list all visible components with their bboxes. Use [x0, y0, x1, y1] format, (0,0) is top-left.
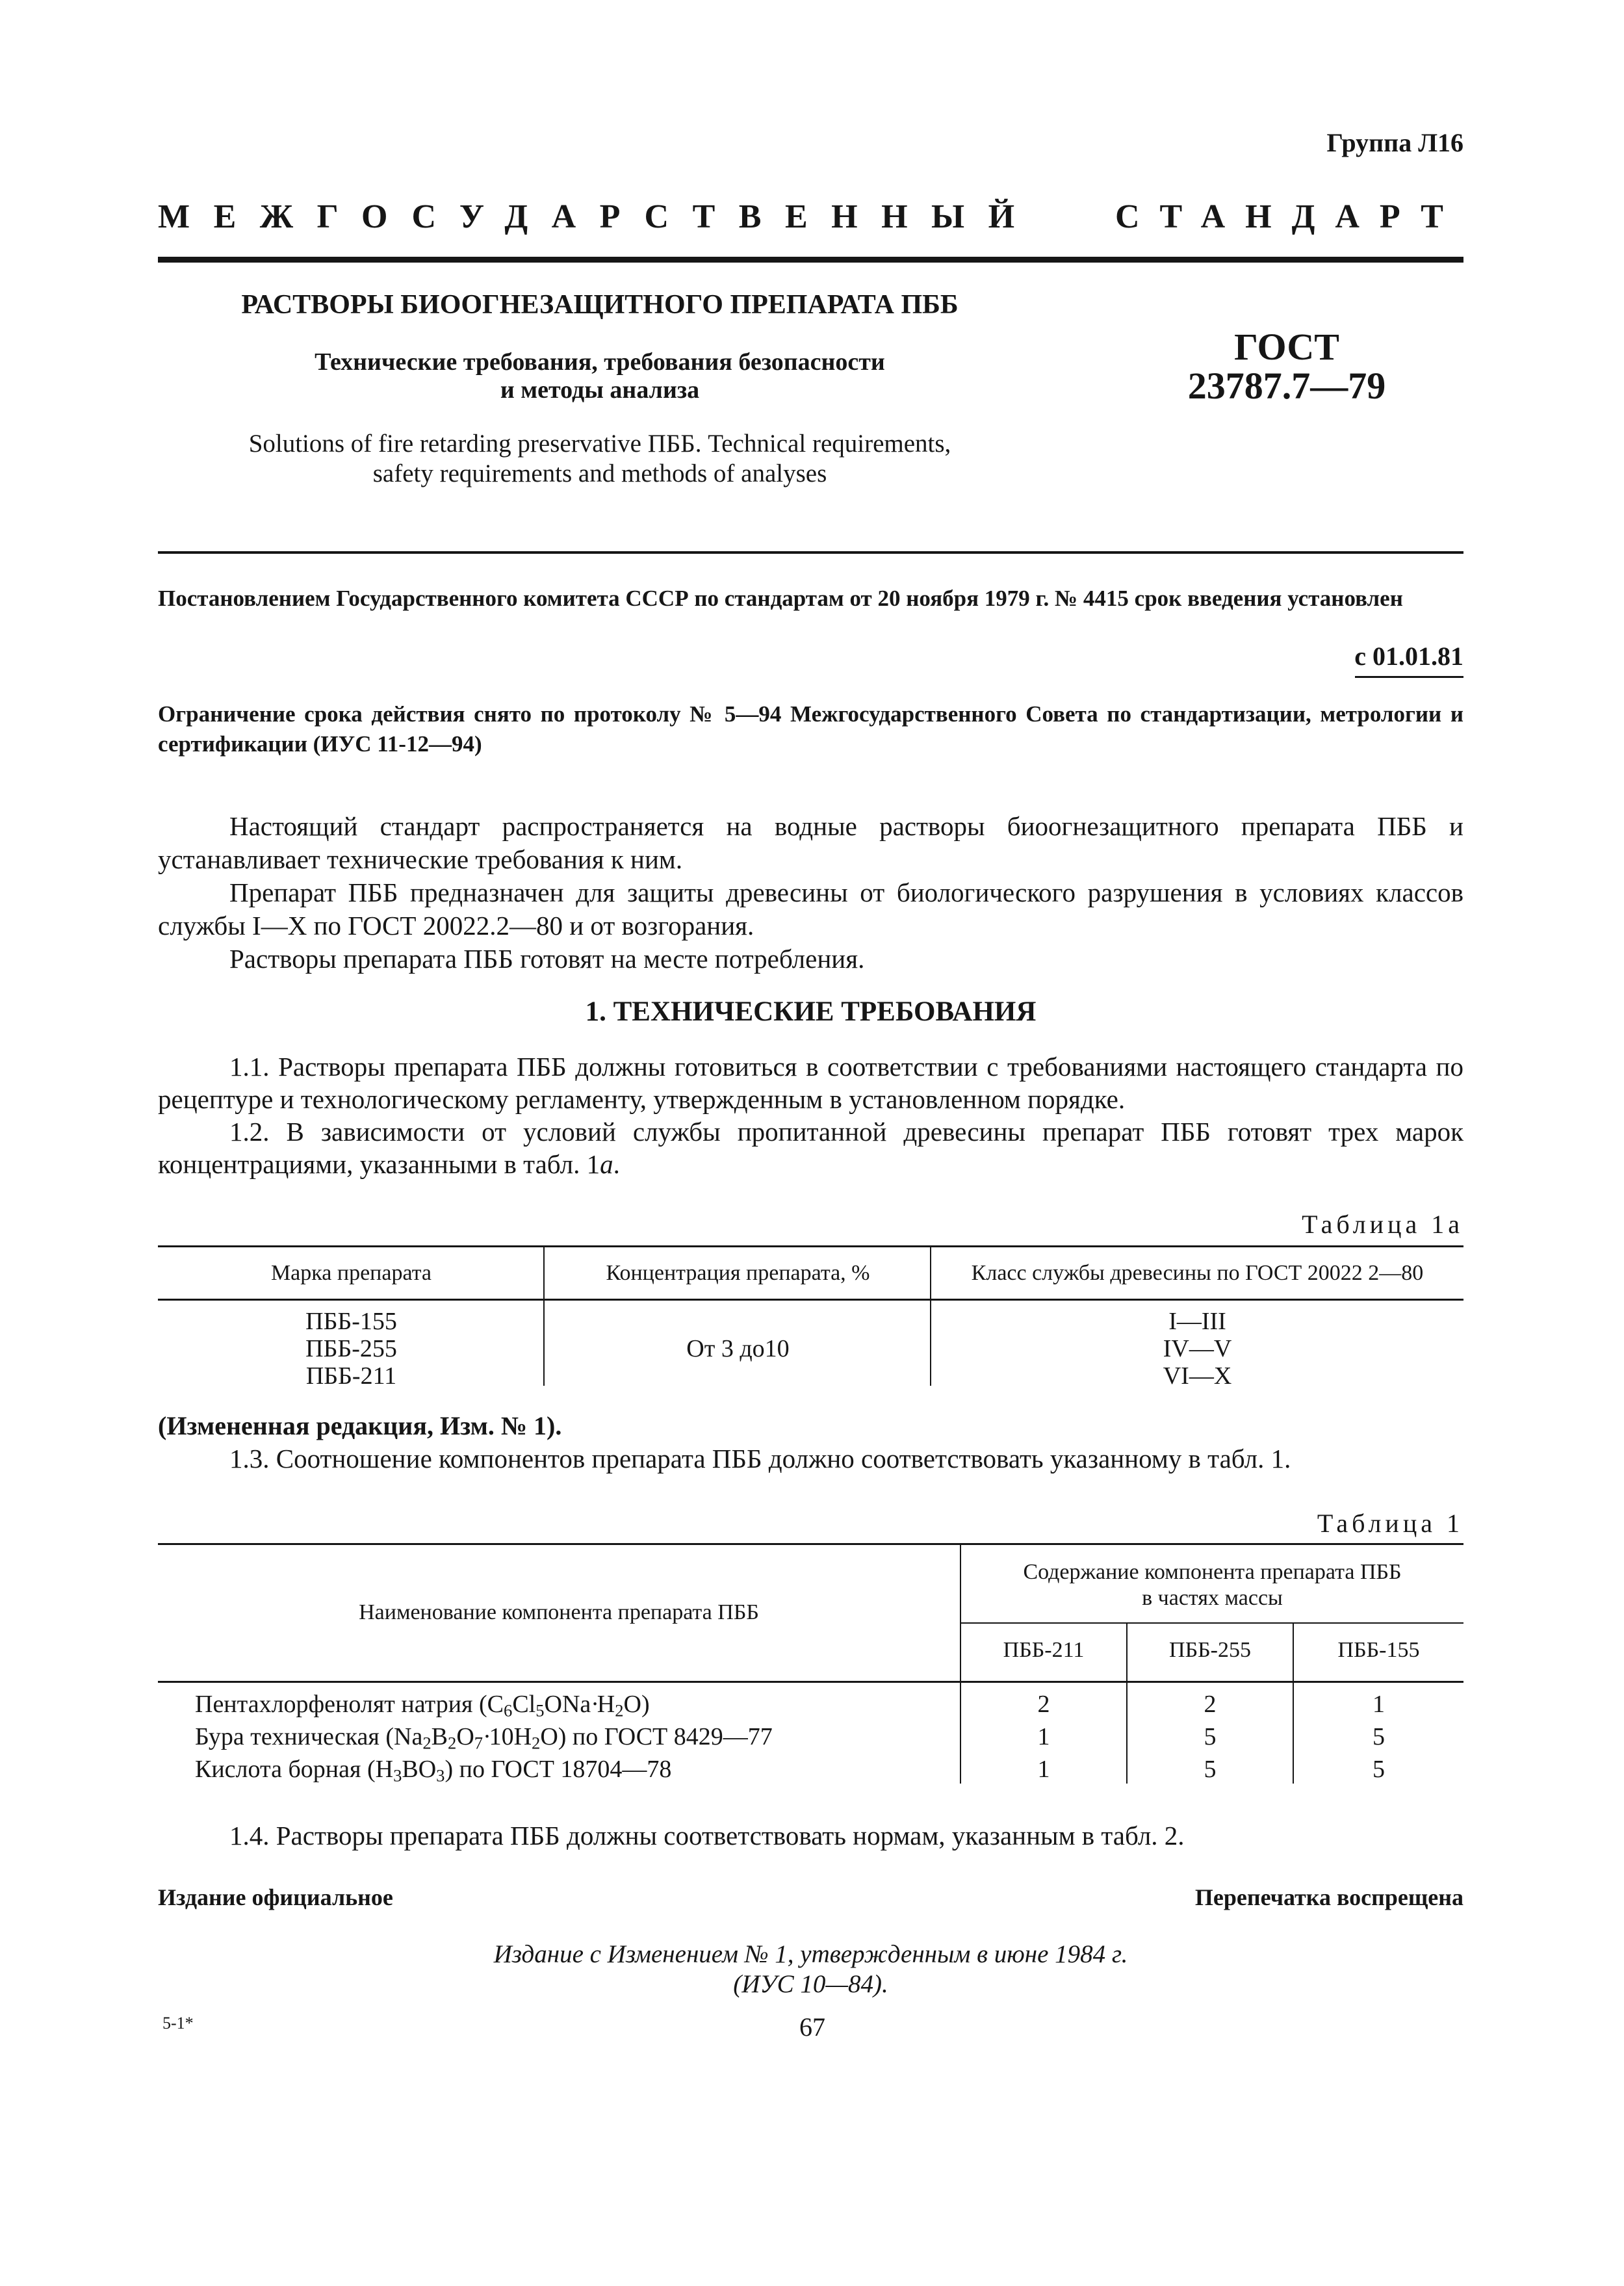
table-1a-top-rule: [158, 1245, 1463, 1247]
table-1a-header-concentration: Концентрация препарата, %: [606, 1261, 870, 1285]
table-1-row-3-value-211: 1: [1037, 1756, 1050, 1783]
table-1-row-2-name: Бура техническая $(Na_2B_2O_7\cdot 10H_2O)$ по ГОСТ 8429—77: [195, 1723, 773, 1753]
english-title-line2: safety requirements and methods of analyses: [372, 460, 827, 487]
table-1a-header-rule: [158, 1299, 1463, 1301]
table-1a-concentration: От 3 до10: [686, 1335, 790, 1362]
table-1-row-3-value-255: 5: [1204, 1756, 1217, 1783]
sheet-mark: 5-1*: [162, 2014, 194, 2033]
paragraph-1-2: 1.2. В зависимости от условий службы пропитанной древесины препарат ПББ готовят трех марок концентрациями, указанными в табл. 1а.: [158, 1117, 1463, 1179]
footer-reprint-prohibited: Перепечатка воспрещена: [1194, 1884, 1463, 1910]
table-1-subheader-rule: [961, 1622, 1463, 1624]
table-1a-header-mark: Марка препарата: [270, 1261, 432, 1285]
edition-note-line2: (ИУС 10—84).: [733, 1970, 888, 1998]
section-heading: 1. ТЕХНИЧЕСКИЕ ТРЕБОВАНИЯ: [585, 996, 1037, 1027]
intro-paragraph-3: Растворы препарата ПББ готовят на месте потребления.: [229, 944, 865, 974]
table-1-row-2-value-255: 5: [1204, 1723, 1217, 1750]
table-1-content-header-line2: в частях массы: [1142, 1586, 1283, 1610]
intro-paragraph-2: Препарат ПББ предназначен для защиты древесины от биологического разрушения в условиях классов службы I—X по ГОСТ 20022.2—80 и от возгорания.: [158, 877, 1463, 941]
table-1-subheader-255: ПББ-255: [1169, 1638, 1251, 1662]
decree-text: Постановлением Государственного комитета СССР по стандартам от 20 ноября 1979 г. № 4415 срок введения установлен: [158, 586, 1403, 611]
paragraph-1-1: 1.1. Растворы препарата ПББ должны готовиться в соответствии с требованиями настоящего стандарта по рецептуре и технологическому регламенту, утвержденным в установленном порядке.: [158, 1052, 1463, 1114]
standard-type-right: СТАНДАРТ: [1115, 198, 1463, 235]
table-1a-mark-3: ПББ-211: [305, 1362, 397, 1390]
table-1a-class-1: I—III: [1168, 1308, 1226, 1335]
table-1-row-1-value-211: 2: [1037, 1691, 1050, 1718]
table-1-row-1-value-255: 2: [1204, 1691, 1217, 1718]
document-subtitle-line1: Технические требования, требования безопасности: [315, 348, 885, 376]
paragraph-1-3: 1.3. Соотношение компонентов препарата ПББ должно соответствовать указанному в табл. 1.: [229, 1444, 1291, 1474]
footer-official-edition: Издание официальное: [158, 1884, 393, 1910]
header-rule: [158, 257, 1463, 263]
table-1a-class-3: VI—X: [1163, 1362, 1232, 1390]
decree-date: с 01.01.81: [1354, 642, 1463, 671]
gost-label: ГОСТ: [1234, 326, 1339, 368]
table-1-caption: Таблица 1: [1317, 1509, 1463, 1538]
table-1-subheader-155: ПББ-155: [1337, 1638, 1420, 1662]
standard-type-left: МЕЖГОСУДАРСТВЕННЫЙ: [158, 198, 1038, 235]
table-1a-caption: Таблица 1а: [1302, 1210, 1463, 1239]
table-1-subheader-211: ПББ-211: [1003, 1638, 1085, 1662]
intro-paragraph-1: Настоящий стандарт распространяется на водные растворы биоогнезащитного препарата ПББ и устанавливает технические требования к ним.: [158, 811, 1463, 874]
document-subtitle-line2: и методы анализа: [500, 376, 700, 404]
amendment-note: (Измененная редакция, Изм. № 1).: [158, 1411, 562, 1440]
limitation-text: Ограничение срока действия снято по протоколу № 5—94 Межгосударственного Совета по стандартизации, метрологии и сертификации (ИУС 11-12—94): [158, 701, 1463, 757]
table-1a-header-class: Класс службы древесины по ГОСТ 20022 2—80: [971, 1261, 1424, 1285]
table-1-row-3-name: Кислота борная $(H_3BO_3)$ по ГОСТ 18704—78: [195, 1756, 672, 1786]
table-1-name-header: Наименование компонента препарата ПББ: [359, 1600, 759, 1624]
table-1-row-2-value-211: 1: [1037, 1723, 1050, 1750]
table-1-content-header-line1: Содержание компонента препарата ПББ: [1023, 1560, 1402, 1584]
gost-number: 23787.7—79: [1187, 365, 1386, 407]
table-1-row-2-value-155: 5: [1373, 1723, 1385, 1750]
group-label: Группа Л16: [1326, 128, 1463, 157]
table-1-header-rule: [158, 1681, 1463, 1683]
paragraph-1-4: 1.4. Растворы препарата ПББ должны соответствовать нормам, указанным в табл. 2.: [229, 1821, 1185, 1851]
document-title: РАСТВОРЫ БИООГНЕЗАЩИТНОГО ПРЕПАРАТА ПББ: [241, 290, 959, 320]
title-rule: [158, 551, 1463, 554]
table-1-row-3-value-155: 5: [1373, 1756, 1385, 1783]
decree-date-rule: [1355, 676, 1463, 678]
english-title-line1: Solutions of fire retarding preservative ПББ. Technical requirements,: [248, 430, 951, 458]
table-1-row-1-name: Пентахлорфенолят натрия $(C_6Cl_5ONa\cdot H_2O)$: [195, 1691, 650, 1721]
edition-note-line1: Издание с Изменением № 1, утвержденным в июне 1984 г.: [493, 1940, 1128, 1968]
table-1a-mark-1: ПББ-155: [305, 1308, 397, 1335]
table-1-top-rule: [158, 1543, 1463, 1545]
page-number: 67: [799, 2012, 825, 2042]
table-1-row-1-value-155: 1: [1373, 1691, 1385, 1718]
table-1a-class-2: IV—V: [1163, 1335, 1232, 1362]
table-1a-mark-2: ПББ-255: [305, 1335, 397, 1362]
